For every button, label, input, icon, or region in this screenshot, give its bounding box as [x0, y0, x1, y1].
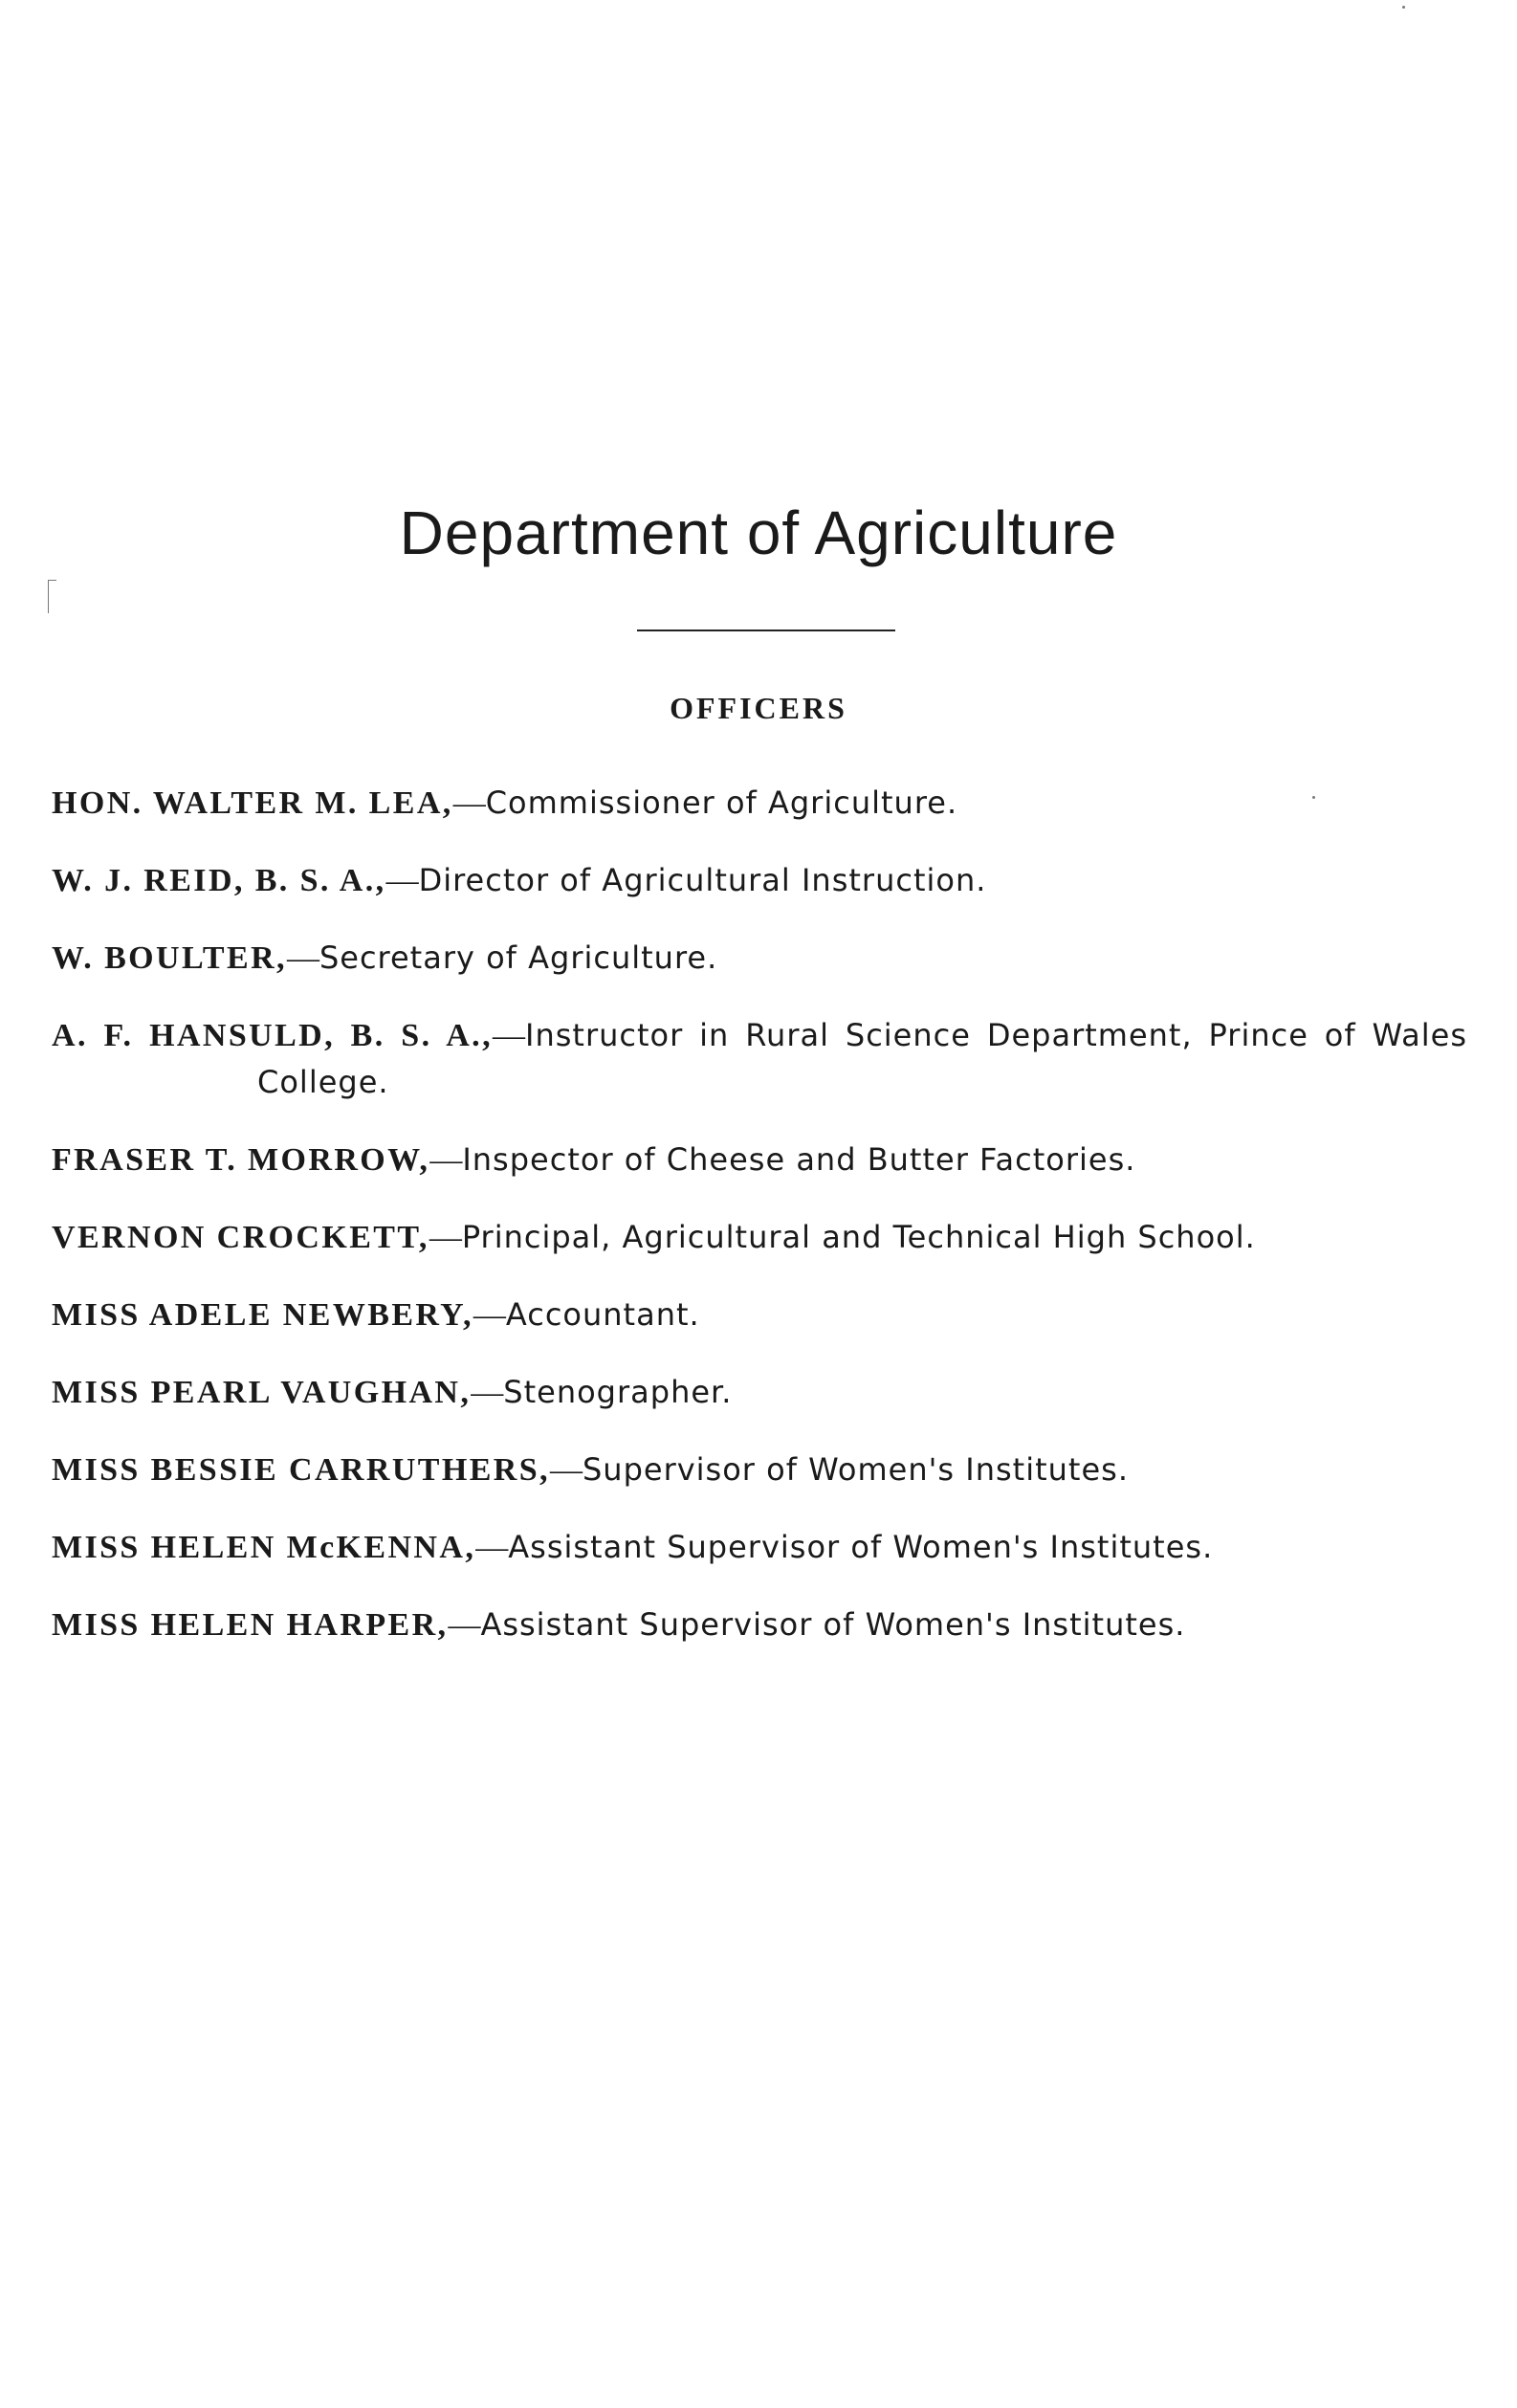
- officer-entry: [52, 1447, 1467, 1493]
- officer-entry: [52, 1012, 1467, 1106]
- page-title: Department of Agriculture: [399, 498, 1118, 567]
- officer-separator: —: [286, 940, 319, 976]
- officer-entry: [52, 1214, 1467, 1261]
- officer-separator: —: [448, 1607, 481, 1643]
- officer-name: MISS ADELE NEWBERY,: [52, 1297, 473, 1333]
- officer-separator: —: [471, 1375, 504, 1410]
- officer-name: FRASER T. MORROW,: [52, 1142, 430, 1178]
- officer-name: W. BOULTER,: [52, 940, 287, 976]
- officer-separator: —: [385, 863, 419, 898]
- officer-entry: [52, 1524, 1467, 1571]
- officer-role: Assistant Supervisor of Women's Institutes.: [480, 1606, 1186, 1643]
- margin-mark: [48, 580, 56, 613]
- officer-role: Instructor in Rural Science Department, Prince of Wales College.: [257, 1017, 1467, 1100]
- officer-role: Director of Agricultural Instruction.: [418, 862, 987, 898]
- officer-entry: [52, 1369, 1467, 1416]
- officer-separator: —: [429, 1220, 462, 1255]
- ink-speck: [1402, 6, 1405, 9]
- officer-role: Accountant.: [505, 1296, 700, 1333]
- officer-name: MISS HELEN HARPER,: [52, 1607, 449, 1643]
- officer-role: Stenographer.: [503, 1374, 733, 1410]
- officer-name: HON. WALTER M. LEA,: [52, 785, 453, 821]
- officer-name: W. J. REID, B. S. A.,: [52, 863, 386, 898]
- officer-role: Secretary of Agriculture.: [319, 939, 718, 976]
- officer-entry: [52, 1292, 1467, 1338]
- officer-role: Assistant Supervisor of Women's Institutes.: [508, 1529, 1214, 1565]
- officer-entry: [52, 780, 1467, 827]
- title-divider: [637, 630, 895, 631]
- officer-role: Inspector of Cheese and Butter Factories.: [462, 1141, 1136, 1178]
- officer-separator: —: [429, 1142, 463, 1178]
- officer-role: Supervisor of Women's Institutes.: [582, 1451, 1129, 1488]
- officer-separator: —: [452, 785, 486, 821]
- officer-entry: [52, 857, 1467, 904]
- officer-entry: [52, 1602, 1467, 1648]
- officer-name: MISS HELEN McKENNA,: [52, 1530, 476, 1565]
- officer-name: VERNON CROCKETT,: [52, 1220, 429, 1255]
- officer-separator: —: [473, 1297, 506, 1333]
- officer-role: Principal, Agricultural and Technical High School.: [461, 1219, 1256, 1255]
- officer-separator: —: [549, 1452, 583, 1488]
- officer-entry: [52, 1137, 1467, 1183]
- officer-entry: [52, 935, 1467, 982]
- officer-name: A. F. HANSULD, B. S. A.,: [52, 1018, 493, 1053]
- officer-separator: —: [475, 1530, 509, 1565]
- officer-separator: —: [493, 1018, 525, 1053]
- officer-role: Commissioner of Agriculture.: [485, 784, 958, 821]
- officer-list: [52, 780, 1467, 1679]
- section-heading: OFFICERS: [670, 691, 847, 725]
- officer-name: MISS BESSIE CARRUTHERS,: [52, 1452, 550, 1488]
- officer-name: MISS PEARL VAUGHAN,: [52, 1375, 472, 1410]
